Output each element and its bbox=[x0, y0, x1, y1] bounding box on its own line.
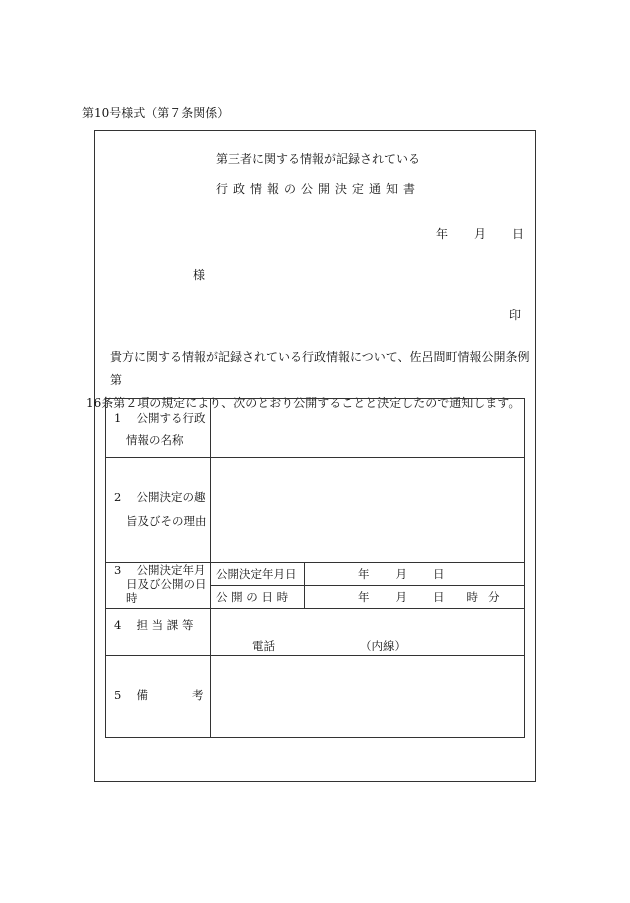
recipient-suffix: 様 bbox=[193, 268, 206, 282]
details-table bbox=[105, 398, 525, 738]
notice-body-line-2: 16条第２項の規定により、次のとおり公開することと決定したので通知します。 bbox=[86, 396, 521, 410]
row-divider-4 bbox=[106, 655, 524, 656]
row4-phone-label: 電話 bbox=[252, 639, 275, 653]
row3-inner-divider bbox=[304, 562, 305, 608]
row3-sub1-value: 年 月 日 bbox=[358, 567, 445, 581]
date-day: 日 bbox=[512, 227, 525, 241]
title-line-2: 行政情報の公開決定通知書 bbox=[216, 182, 421, 196]
row1-label-a: 1 公開する行政 bbox=[114, 411, 206, 425]
issue-date bbox=[436, 225, 524, 242]
row2-label-a: 2 公開決定の趣 bbox=[114, 490, 206, 504]
row5-label-b: 考 bbox=[192, 688, 204, 702]
date-month: 月 bbox=[474, 227, 487, 241]
notice-body-line-1: 貴方に関する情報が記録されている行政情報について、佐呂間町情報公開条例第 bbox=[110, 350, 530, 387]
row3-label-b: 日及び公開の日 bbox=[126, 577, 207, 591]
title-line-1: 第三者に関する情報が記録されている bbox=[216, 152, 421, 166]
row2-label-b: 旨及びその理由 bbox=[126, 514, 207, 528]
row3-sub1-label: 公開決定年月日 bbox=[216, 567, 297, 581]
row-divider-1 bbox=[106, 457, 524, 458]
date-year: 年 bbox=[436, 227, 449, 241]
row1-label-b: 情報の名称 bbox=[126, 433, 184, 447]
row3-sub-divider bbox=[210, 585, 524, 586]
row4-label: 4 担 当 課 等 bbox=[114, 618, 194, 632]
row3-label-c: 時 bbox=[126, 591, 138, 605]
row4-extension-label: （内線） bbox=[360, 639, 406, 653]
row3-label-a: 3 公開決定年月 bbox=[114, 563, 206, 577]
seal-mark: 印 bbox=[509, 308, 522, 322]
form-number: 第10号様式（第７条関係） bbox=[82, 106, 230, 120]
row5-label-a: 5 備 bbox=[114, 688, 148, 702]
row-divider-3 bbox=[106, 608, 524, 609]
row3-sub2-label: 公 開 の 日 時 bbox=[216, 590, 289, 604]
label-column-divider bbox=[210, 399, 211, 737]
row3-sub2-value: 年 月 日 時 分 bbox=[358, 590, 500, 604]
